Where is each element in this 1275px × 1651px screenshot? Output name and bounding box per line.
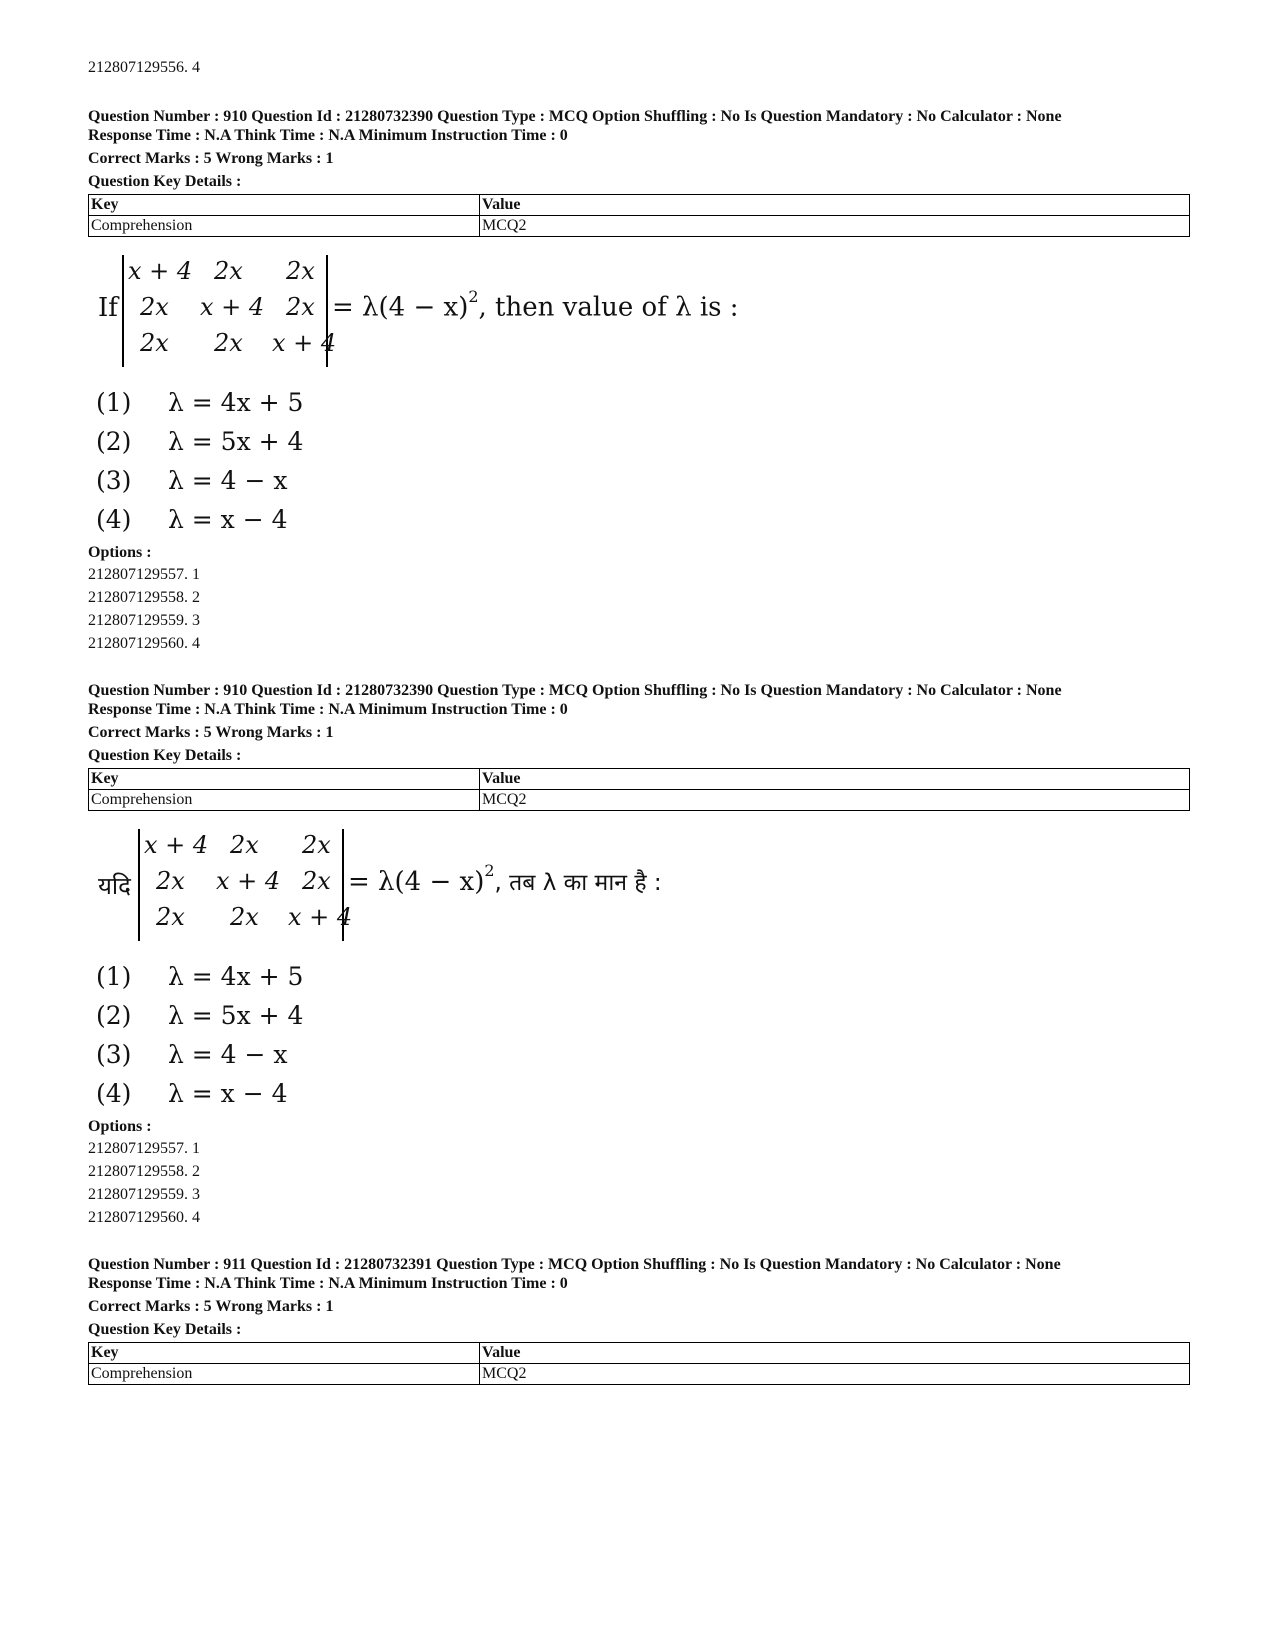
options-label: Options : xyxy=(88,1118,152,1135)
value-header-cell: Value xyxy=(480,1343,1190,1364)
option-id: 212807129557. 1 xyxy=(88,1140,200,1157)
question-tail-text: , तब λ का मान है : xyxy=(494,870,662,896)
matrix-cell: 2x xyxy=(156,867,185,895)
answer-choices xyxy=(88,383,1188,539)
choice-number: (1) xyxy=(96,388,132,417)
equation-rhs-text: = λ(4 − x) xyxy=(348,867,485,897)
question-block-911 xyxy=(88,1255,1188,1385)
previous-answer-id: 212807129556. 4 xyxy=(88,59,200,76)
matrix-cell: x + 4 xyxy=(128,257,193,285)
choice-expression: λ = 4x + 5 xyxy=(168,962,304,991)
option-id: 212807129559. 3 xyxy=(88,1186,200,1203)
choice-expression: λ = x − 4 xyxy=(168,505,288,534)
question-block-910-english xyxy=(88,107,1188,655)
question-lead-text: यदि xyxy=(98,872,131,900)
key-header-cell: Key xyxy=(89,195,480,216)
equation-rhs-text: = λ(4 − x) xyxy=(332,292,469,323)
answer-choice xyxy=(88,383,1188,422)
question-equation-rhs xyxy=(332,287,739,323)
question-paper-page xyxy=(88,58,1188,1411)
value-cell: MCQ2 xyxy=(480,216,1190,237)
question-meta xyxy=(88,681,1188,719)
choice-expression: λ = x − 4 xyxy=(168,1079,288,1108)
key-table-row xyxy=(89,790,1190,811)
matrix-cell: 2x xyxy=(140,329,169,357)
question-figure xyxy=(88,255,1188,375)
question-meta xyxy=(88,107,1188,145)
matrix-cell: x + 4 xyxy=(200,293,265,321)
key-cell: Comprehension xyxy=(89,1364,480,1385)
question-meta-line-2: Response Time : N.A Think Time : N.A Minimum Instruction Time : 0 xyxy=(88,127,568,144)
choice-number: (3) xyxy=(96,1040,132,1069)
question-figure xyxy=(88,829,1188,949)
key-details-label: Question Key Details : xyxy=(88,173,242,190)
equation-exponent: 2 xyxy=(484,861,495,881)
matrix-cell: x + 4 xyxy=(288,903,353,931)
option-id: 212807129560. 4 xyxy=(88,1209,200,1226)
matrix-cell: 2x xyxy=(230,903,259,931)
choice-expression: λ = 5x + 4 xyxy=(168,1001,304,1030)
matrix-cell: 2x xyxy=(140,293,169,321)
answer-choice xyxy=(88,996,1188,1035)
options-label: Options : xyxy=(88,544,152,561)
determinant-matrix xyxy=(138,829,353,941)
question-meta-line-1: Question Number : 911 Question Id : 21280732391 Question Type : MCQ Option Shuffling : No Is Question Mandatory : No Calculator : None xyxy=(88,1256,1061,1273)
marks-line: Correct Marks : 5 Wrong Marks : 1 xyxy=(88,150,334,167)
key-cell: Comprehension xyxy=(89,216,480,237)
key-details-label: Question Key Details : xyxy=(88,1321,242,1338)
choice-number: (4) xyxy=(96,505,132,534)
choice-number: (2) xyxy=(96,1001,132,1030)
value-cell: MCQ2 xyxy=(480,1364,1190,1385)
matrix-cell: 2x xyxy=(286,257,315,285)
answer-choice xyxy=(88,957,1188,996)
answer-choice xyxy=(88,1035,1188,1074)
choice-number: (3) xyxy=(96,466,132,495)
marks-line: Correct Marks : 5 Wrong Marks : 1 xyxy=(88,724,334,741)
matrix-cell: 2x xyxy=(302,831,331,859)
value-cell: MCQ2 xyxy=(480,790,1190,811)
question-meta xyxy=(88,1255,1188,1293)
key-details-table xyxy=(88,768,1190,811)
matrix-cell: x + 4 xyxy=(216,867,281,895)
answer-choice xyxy=(88,422,1188,461)
equation-exponent: 2 xyxy=(468,287,479,306)
matrix-cell: 2x xyxy=(230,831,259,859)
question-meta-line-2: Response Time : N.A Think Time : N.A Minimum Instruction Time : 0 xyxy=(88,1275,568,1292)
matrix-cell: 2x xyxy=(214,257,243,285)
marks-line: Correct Marks : 5 Wrong Marks : 1 xyxy=(88,1298,334,1315)
key-table-header-row xyxy=(89,1343,1190,1364)
question-meta-line-1: Question Number : 910 Question Id : 21280732390 Question Type : MCQ Option Shuffling : No Is Question Mandatory : No Calculator : None xyxy=(88,108,1062,125)
matrix-cell: 2x xyxy=(286,293,315,321)
choice-expression: λ = 4x + 5 xyxy=(168,388,304,417)
choice-number: (1) xyxy=(96,962,132,991)
option-id: 212807129559. 3 xyxy=(88,612,200,629)
matrix-cell: x + 4 xyxy=(144,831,209,859)
option-id: 212807129557. 1 xyxy=(88,566,200,583)
answer-choice xyxy=(88,500,1188,539)
determinant-matrix xyxy=(122,255,337,367)
answer-choice xyxy=(88,1074,1188,1113)
question-lead-text: If xyxy=(98,293,118,323)
question-meta-line-1: Question Number : 910 Question Id : 21280732390 Question Type : MCQ Option Shuffling : No Is Question Mandatory : No Calculator : None xyxy=(88,682,1062,699)
key-header-cell: Key xyxy=(89,1343,480,1364)
key-details-table xyxy=(88,194,1190,237)
choice-expression: λ = 5x + 4 xyxy=(168,427,304,456)
question-tail-text: , then value of λ is : xyxy=(478,292,739,323)
matrix-cell: 2x xyxy=(302,867,331,895)
key-table-header-row xyxy=(89,195,1190,216)
choice-number: (4) xyxy=(96,1079,132,1108)
choice-number: (2) xyxy=(96,427,132,456)
value-header-cell: Value xyxy=(480,195,1190,216)
question-equation-rhs xyxy=(348,861,662,897)
key-table-row xyxy=(89,216,1190,237)
option-id: 212807129560. 4 xyxy=(88,635,200,652)
choice-expression: λ = 4 − x xyxy=(168,1040,288,1069)
value-header-cell: Value xyxy=(480,769,1190,790)
option-id: 212807129558. 2 xyxy=(88,589,200,606)
key-table-row xyxy=(89,1364,1190,1385)
answer-choices xyxy=(88,957,1188,1113)
key-cell: Comprehension xyxy=(89,790,480,811)
matrix-cell: x + 4 xyxy=(272,329,337,357)
option-id: 212807129558. 2 xyxy=(88,1163,200,1180)
key-table-header-row xyxy=(89,769,1190,790)
answer-choice xyxy=(88,461,1188,500)
question-block-910-hindi xyxy=(88,681,1188,1229)
matrix-cell: 2x xyxy=(156,903,185,931)
key-details-table xyxy=(88,1342,1190,1385)
choice-expression: λ = 4 − x xyxy=(168,466,288,495)
matrix-cell: 2x xyxy=(214,329,243,357)
question-meta-line-2: Response Time : N.A Think Time : N.A Minimum Instruction Time : 0 xyxy=(88,701,568,718)
key-header-cell: Key xyxy=(89,769,480,790)
key-details-label: Question Key Details : xyxy=(88,747,242,764)
